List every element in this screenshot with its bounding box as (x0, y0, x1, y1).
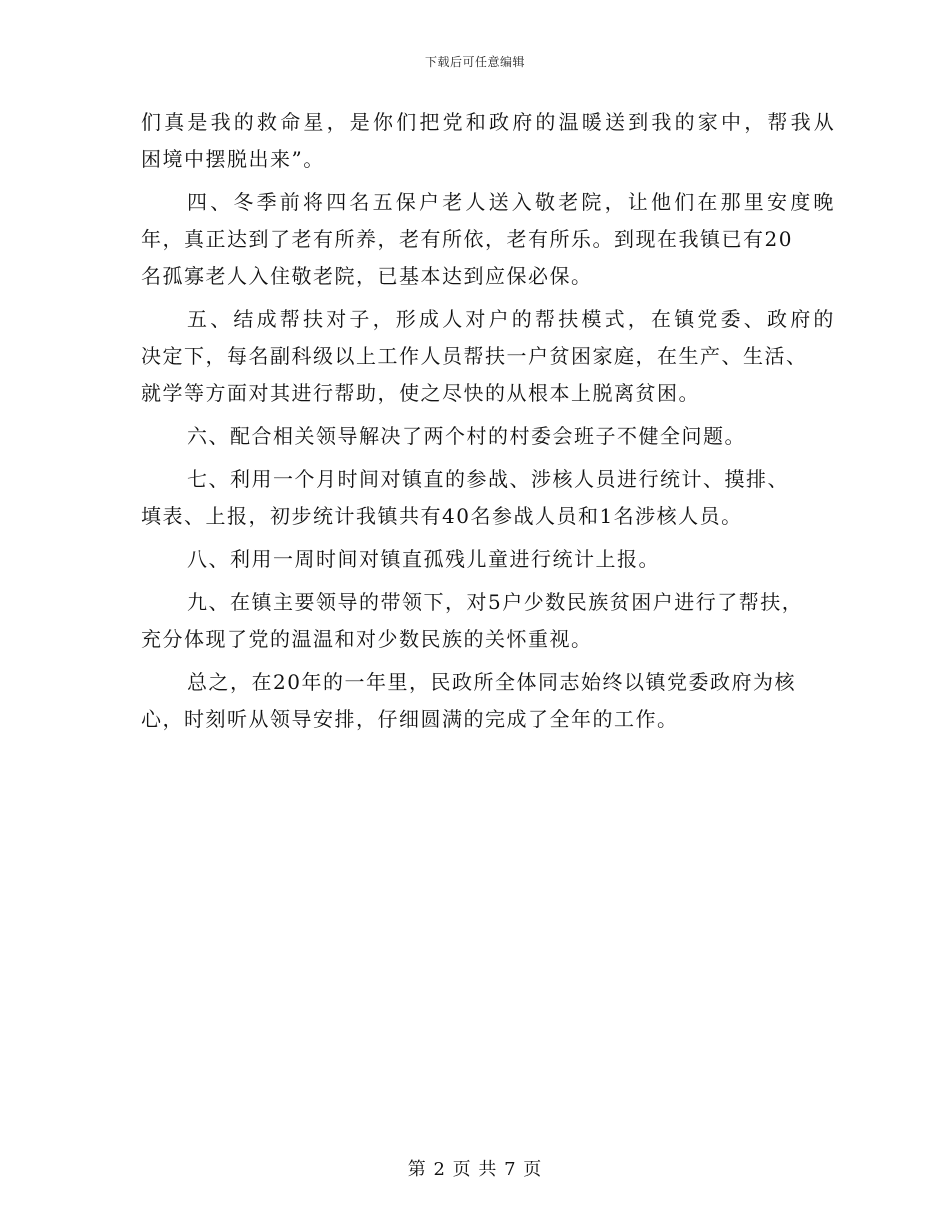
paragraph-line: 五、结成帮扶对子，形成人对户的帮扶模式，在镇党委、政府的 (187, 307, 837, 331)
paragraph-line: 八、利用一周时间对镇直孤残儿童进行统计上报。 (187, 547, 660, 571)
paragraph-line: 就学等方面对其进行帮助，使之尽快的从根本上脱离贫困。 (141, 381, 700, 405)
paragraph-line: 总之，在20年的一年里，民政所全体同志始终以镇党委政府为核 (187, 670, 796, 694)
paragraph-line: 心，时刻听从领导安排，仔细圆满的完成了全年的工作。 (141, 707, 679, 731)
document-body (141, 104, 837, 738)
page-number: 第 2 页 共 7 页 (407, 1159, 543, 1180)
paragraph-line: 年，真正达到了老有所养，老有所依，老有所乐。到现在我镇已有20 (141, 227, 793, 251)
page-header-note: 下载后可任意编辑 (424, 55, 525, 69)
paragraph-line: 困境中摆脱出来”。 (141, 147, 325, 171)
paragraph-line: 六、配合相关领导解决了两个村的村委会班子不健全问题。 (187, 424, 746, 448)
paragraph-line: 填表、上报，初步统计我镇共有40名参战人员和1名涉核人员。 (141, 504, 743, 528)
paragraph-line: 九、在镇主要领导的带领下，对5户少数民族贫困户进行了帮扶， (187, 590, 804, 614)
paragraph-line: 七、利用一个月时间对镇直的参战、涉核人员进行统计、摸排、 (187, 467, 789, 491)
paragraph-line: 充分体现了党的温温和对少数民族的关怀重视。 (141, 627, 593, 651)
paragraph-line: 四、冬季前将四名五保户老人送入敬老院，让他们在那里安度晚 (187, 190, 837, 214)
paragraph-line: 名孤寡老人入住敬老院，已基本达到应保必保。 (141, 264, 593, 288)
paragraph-line: 们真是我的救命星，是你们把党和政府的温暖送到我的家中，帮我从 (141, 110, 837, 134)
paragraph-line: 决定下，每名副科级以上工作人员帮扶一户贫困家庭，在生产、生活、 (141, 344, 808, 368)
